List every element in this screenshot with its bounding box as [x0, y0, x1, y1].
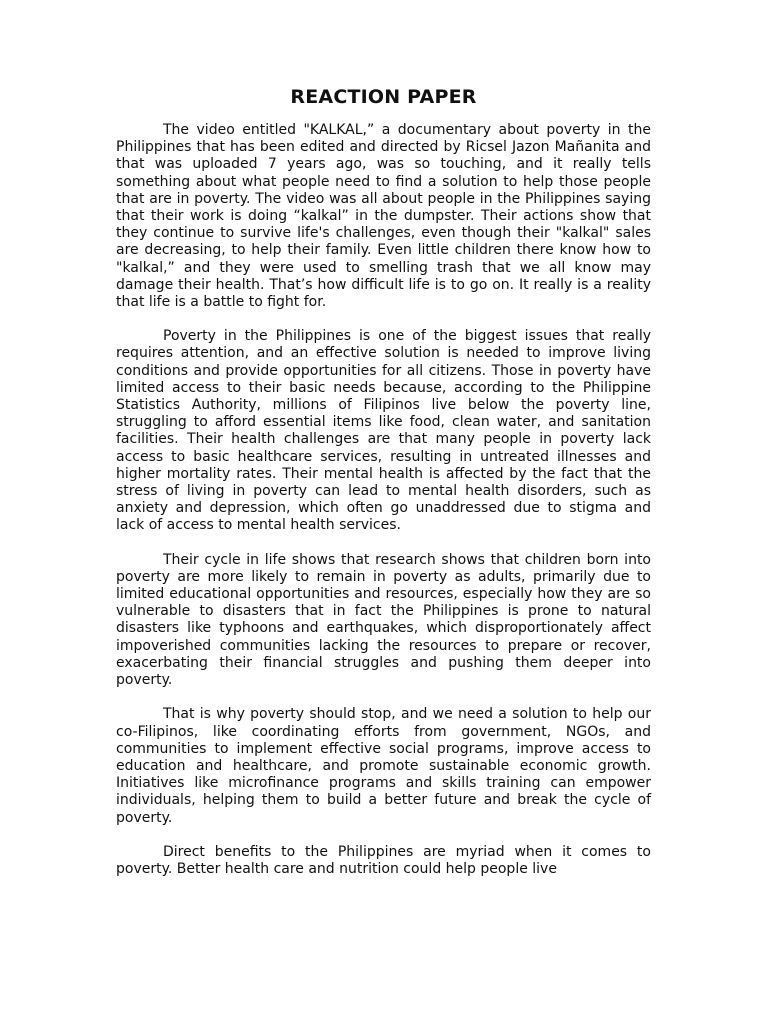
paragraph-3: Their cycle in life shows that research shows that children born into poverty are more likely to remain in poverty as adults, primarily due to limited educational opportunities and resources, especially how they are so vulnerable to disasters that in fact the Philippines is prone to natural disasters like typhoons and earthquakes, which disproportionately affect impoverished communities lacking the resources to prepare or recover, exacerbating their financial struggles and pushing them deeper into poverty. [116, 551, 651, 689]
paragraph-5: Direct benefits to the Philippines are myriad when it comes to poverty. Better health care and nutrition could help people live [116, 843, 651, 877]
document-title: REACTION PAPER [290, 86, 477, 108]
paragraph-1: The video entitled "KALKAL,” a documentary about poverty in the Philippines that has been edited and directed by Ricsel Jazon Mañanita and that was uploaded 7 years ago, was so touching, and it really tells something about what people need to find a solution to help those people that are in poverty. The video was all about people in the Philippines saying that their work is doing “kalkal” in the dumpster. Their actions show that they continue to survive life's challenges, even though their "kalkal" sales are decreasing, to help their family. Even little children there know how to "kalkal,” and they were used to smelling trash that we all know may damage their health. That’s how difficult life is to go on. It really is a reality that life is a battle to fight for. [116, 122, 651, 311]
document-body [116, 84, 651, 895]
paragraph-4: That is why poverty should stop, and we need a solution to help our co-Filipinos, like coordinating efforts from government, NGOs, and communities to implement effective social programs, improve access to education and healthcare, and promote sustainable economic growth. Initiatives like microfinance programs and skills training can empower individuals, helping them to build a better future and break the cycle of poverty. [116, 706, 651, 826]
paragraph-2: Poverty in the Philippines is one of the biggest issues that really requires attention, and an effective solution is needed to improve living conditions and provide opportunities for all citizens. Those in poverty have limited access to their basic needs because, according to the Philippine Statistics Authority, millions of Filipinos live below the poverty line, struggling to afford essential items like food, clean water, and sanitation facilities. Their health challenges are that many people in poverty lack access to basic healthcare services, resulting in untreated illnesses and higher mortality rates. Their mental health is affected by the fact that the stress of living in poverty can lead to mental health disorders, such as anxiety and depression, which often go unaddressed due to stigma and lack of access to mental health services. [116, 328, 651, 534]
